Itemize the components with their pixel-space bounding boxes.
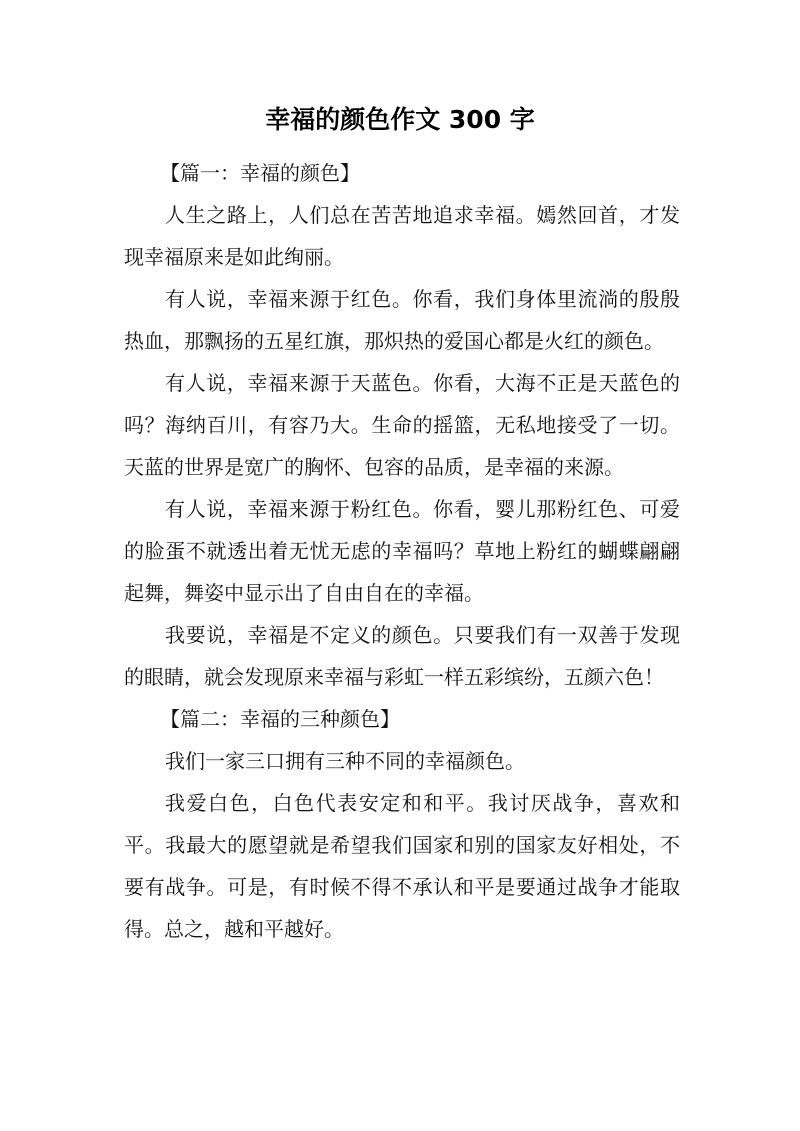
paragraph: 人生之路上，人们总在苦苦地追求幸福。嫣然回首，才发现幸福原来是如此绚丽。 (124, 203, 680, 269)
section-heading-2: 【篇二：幸福的三种颜色】 (160, 707, 400, 731)
paragraph: 有人说，幸福来源于粉红色。你看，婴儿那粉红色、可爱的脸蛋不就透出着无忧无虑的幸福吗？草地上粉红的蝴蝶翩翩起舞，舞姿中显示出了自由自在的幸福。 (124, 497, 680, 605)
section-heading-1: 【篇一：幸福的颜色】 (160, 161, 360, 185)
paragraph: 有人说，幸福来源于天蓝色。你看，大海不正是天蓝色的吗？海纳百川，有容乃大。生命的摇篮，无私地接受了一切。天蓝的世界是宽广的胸怀、包容的品质，是幸福的来源。 (124, 371, 680, 479)
document-title: 幸福的颜色作文 300 字 (265, 105, 535, 134)
paragraph: 我要说，幸福是不定义的颜色。只要我们有一双善于发现的眼睛，就会发现原来幸福与彩虹一样五彩缤纷，五颜六色！ (124, 623, 680, 689)
document-body (124, 152, 680, 950)
paragraph: 有人说，幸福来源于红色。你看，我们身体里流淌的殷殷热血，那飘扬的五星红旗，那炽热的爱国心都是火红的颜色。 (124, 287, 680, 353)
paragraph: 我爱白色，白色代表安定和和平。我讨厌战争，喜欢和平。我最大的愿望就是希望我们国家和别的国家友好相处，不要有战争。可是，有时候不得不承认和平是要通过战争才能取得。总之，越和平越好。 (124, 791, 680, 941)
paragraph: 我们一家三口拥有三种不同的幸福颜色。 (165, 749, 525, 773)
